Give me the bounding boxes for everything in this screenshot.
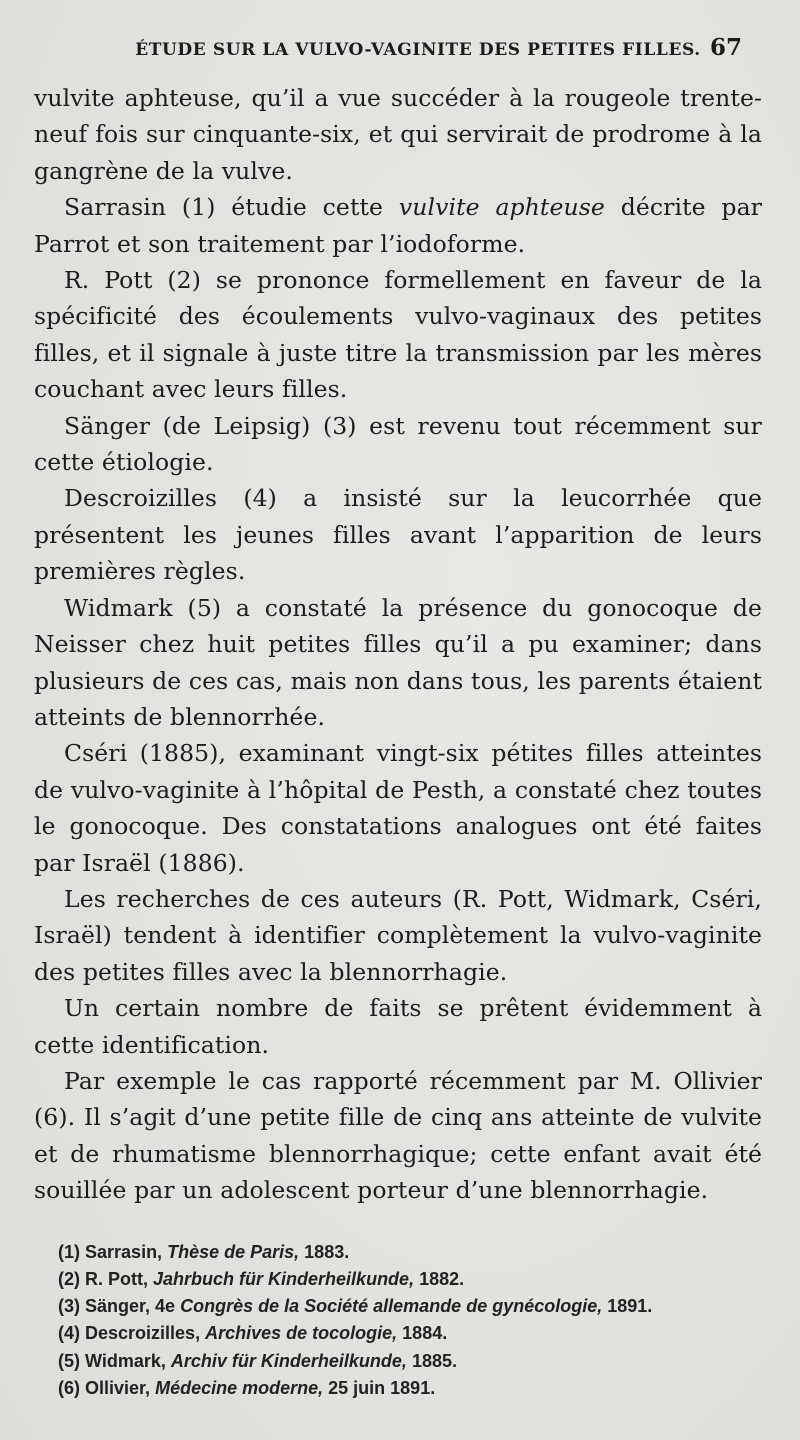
running-title: ÉTUDE SUR LA VULVO-VAGINITE DES PETITES FILLES.	[135, 40, 701, 60]
footnote-work: Archives de tocologie,	[205, 1323, 398, 1344]
footnote-author: Sarrasin,	[85, 1241, 163, 1262]
footnote-label: (1)	[58, 1241, 80, 1262]
footnote-work: Archiv für Kinderheilkunde,	[170, 1350, 407, 1371]
footnote-author: Ollivier,	[85, 1378, 151, 1399]
footnote-author: Descroizilles,	[85, 1323, 201, 1344]
footnote-author: Widmark,	[85, 1350, 166, 1371]
footnote-detail: 1884.	[402, 1323, 448, 1344]
footnote-label: (6)	[58, 1378, 80, 1399]
footnote-detail: 1883.	[304, 1241, 350, 1262]
paragraph: Les recherches de ces auteurs (R. Pott, Widmark, Cséri, Israël) tendent à identifier complètement la vulvo-vaginite des petites filles avec la blennorrhagie.	[34, 884, 762, 986]
footnote-work: Jahrbuch für Kinderheilkunde,	[153, 1268, 415, 1289]
footnote-work: Thèse de Paris,	[167, 1241, 300, 1262]
emphasis-text: vulvite aphteuse	[398, 193, 605, 222]
paragraph	[34, 189, 762, 262]
footnote-label: (3)	[58, 1296, 80, 1317]
paragraph: R. Pott (2) se prononce formellement en faveur de la spécificité des écoulements vulvo-vaginaux des petites filles, et il signale à juste titre la transmission par les mères couchant avec leurs filles.	[34, 266, 762, 404]
paragraph: Sänger (de Leipsig) (3) est revenu tout récemment sur cette étiologie.	[34, 411, 762, 477]
footnote-label: (5)	[58, 1350, 80, 1371]
paragraph: Cséri (1885), examinant vingt-six pétites filles atteintes de vulvo-vaginite à l’hôpital de Pesth, a constaté chez toutes le gonocoque. Des constatations analogues ont été faites par Israël (1886).	[34, 739, 762, 877]
paragraph-text: Sarrasin (1) étudie cette	[64, 193, 399, 222]
page-number: 67	[709, 34, 742, 61]
footnote-detail: 1882.	[419, 1268, 465, 1289]
footnote	[58, 1375, 762, 1402]
paragraph-text: décrite par Parrot et son traitement par l’iodoforme.	[34, 193, 763, 258]
footnote-work: Médecine moderne,	[155, 1378, 324, 1399]
running-header	[94, 34, 742, 78]
paragraph: vulvite aphteuse, qu’il a vue succéder à la rougeole trente-neuf fois sur cinquante-six, et qui servirait de prodrome à la gangrène de la vulve.	[34, 84, 762, 185]
footnote-label: (2)	[58, 1268, 80, 1289]
footnote	[58, 1266, 762, 1293]
footnote-work: Congrès de la Société allemande de gynécologie,	[180, 1296, 603, 1317]
footnote-detail: 25 juin 1891.	[328, 1378, 436, 1399]
body-text	[34, 80, 762, 1209]
paragraph: Par exemple le cas rapporté récemment par M. Ollivier (6). Il s’agit d’une petite fille de cinq ans atteinte de vulvite et de rhumatisme blennorrhagique; cette enfant avait été souillée par un adolescent porteur d’une blennorrhagie.	[34, 1066, 762, 1205]
footnote-author: Sänger, 4e	[85, 1296, 176, 1317]
footnote	[58, 1320, 762, 1347]
footnote	[58, 1293, 762, 1320]
footnote-author: R. Pott,	[85, 1268, 149, 1289]
paragraph: Widmark (5) a constaté la présence du gonocoque de Neisser chez huit petites filles qu’il a pu examiner; dans plusieurs de ces cas, mais non dans tous, les parents étaient atteints de blennorrhée.	[34, 593, 762, 731]
footnotes	[34, 1239, 762, 1403]
paragraph: Un certain nombre de faits se prêtent évidemment à cette identification.	[34, 994, 762, 1059]
footnote	[58, 1239, 762, 1266]
footnote-label: (4)	[58, 1323, 80, 1344]
footnote-detail: 1891.	[607, 1296, 653, 1317]
footnote	[58, 1348, 762, 1375]
paragraph: Descroizilles (4) a insisté sur la leucorrhée que présentent les jeunes filles avant l’apparition de leurs premières règles.	[34, 484, 762, 586]
footnote-detail: 1885.	[411, 1350, 457, 1371]
